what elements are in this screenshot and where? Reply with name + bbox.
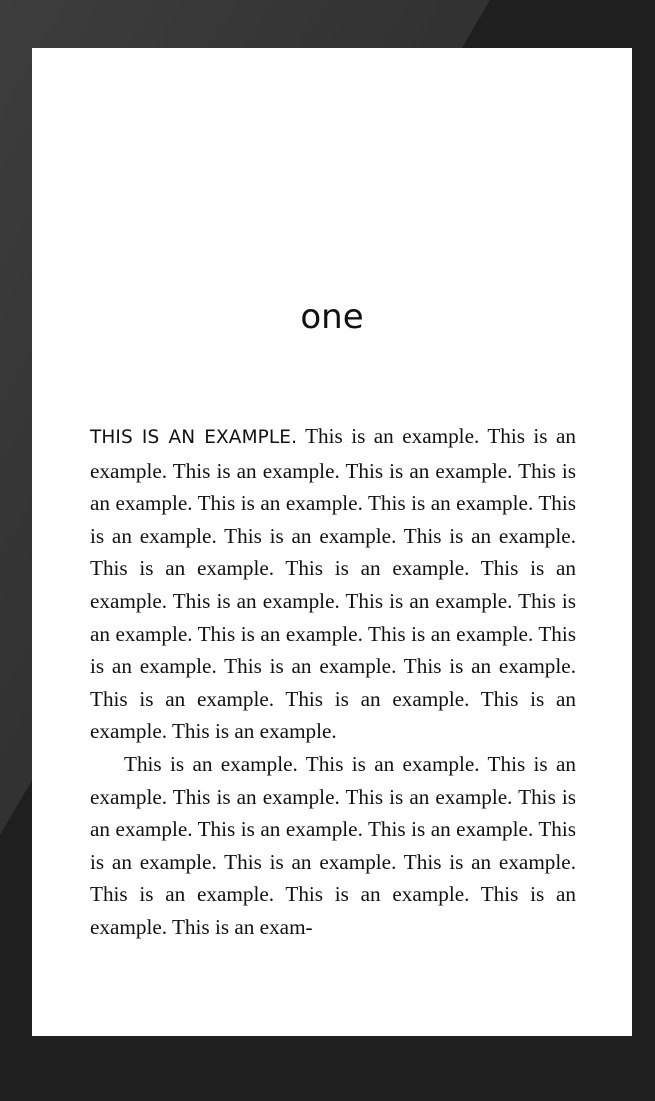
- chapter-title: one: [300, 297, 364, 337]
- lead-in-smallcaps: THIS IS AN EXAMPLE.: [90, 427, 298, 448]
- paragraph-text: This is an example. This is an example. This is an example. This is an example. This is an example. This is an example. This is an example. This is an example. This is an example. This is an example. This is an example. This is an example. This is an example. This is an example. This is an example. This is an example. This is an example. This is an example. This is an example. This is an example. This is an example. This is an example. This is an example. This is an example. This is an example.: [90, 424, 576, 744]
- paragraph: [90, 748, 576, 944]
- paragraph-text: This is an example. This is an example. This is an example. This is an example. This is an example. This is an example. This is an example. This is an example. This is an example. This is an example. This is an example. This is an example. This is an example. This is an example. This is an exam-: [90, 751, 576, 939]
- chapter-body: [90, 420, 576, 944]
- paragraph: [90, 420, 576, 748]
- book-page: [32, 48, 632, 1036]
